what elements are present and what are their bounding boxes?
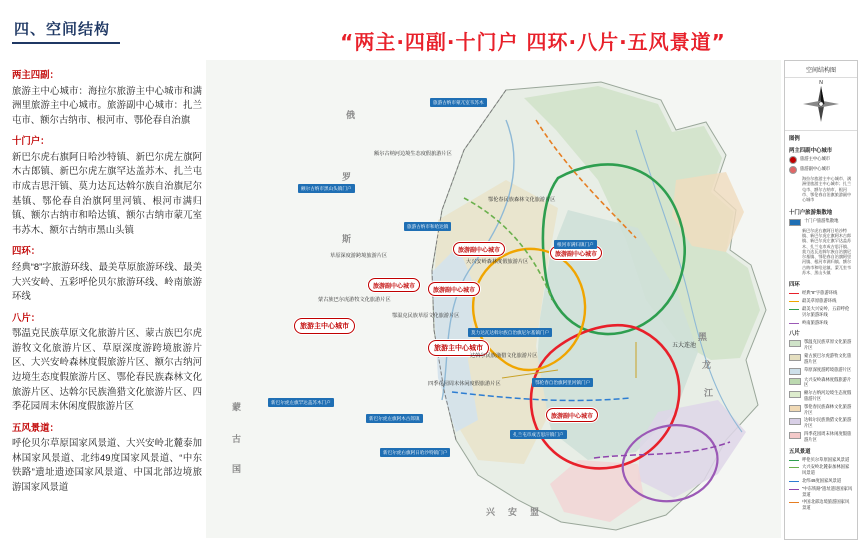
legend-row [785,366,857,376]
legend-label: 达斡尔民族渔猎文化旅游片区 [804,417,852,429]
map-label-heilongjiang-2: 龙 [702,360,716,370]
legend-row [785,305,857,319]
map-label-russia-2: 罗 [342,172,356,182]
map-label-xingan-1: 兴 [486,507,500,517]
legend-swatch-line-icon [789,293,799,294]
legend-swatch-line-icon [789,481,799,482]
legend-label: 四季花园周末休闲度假旅游片区 [804,430,852,442]
map-node-main-city-1[interactable]: 旅游主中心城市 [294,318,355,334]
legend-panel[interactable] [784,60,858,540]
map-gate-10[interactable]: 额尔古纳市黑山头镇门户 [298,184,355,193]
legend-label: 中国北部边境旅游国家风景道 [802,499,850,511]
legend-row [785,403,857,417]
legend-section-note-0: 海拉尔旅游主中心城市、满洲里旅游主中心城市；扎兰屯市、额尔古纳市、根河市、鄂伦春自治旗旅游副中心城市 [802,176,852,203]
map-panel[interactable] [206,60,781,538]
legend-swatch-dot-icon [789,156,797,164]
map-area-3: 大兴安岭森林度假旅游片区 [466,259,529,265]
map-gate-8[interactable]: 莫力达瓦达斡尔族自治旗尼尔基镇门户 [468,328,552,337]
map-node-sub-city-4[interactable]: 旅游副中心城市 [428,282,480,296]
legend-row [785,155,857,165]
text-block-heading: 两主四副： [12,69,59,80]
map-node-sub-city-1[interactable]: 旅游副中心城市 [453,242,505,256]
map-label-russia-1: 俄 [346,110,360,120]
map-area-8: 四季花园周末休闲度假旅游片区 [428,381,501,387]
legend-row [785,389,857,403]
map-label-mongolia-3: 国 [232,464,246,474]
map-area-9: 五大连池 [672,343,697,349]
map-gate-4[interactable]: 鄂伦春自治旗阿里河镇门户 [532,378,593,387]
map-graphic [206,60,781,538]
legend-swatch-box-icon [789,378,801,385]
legend-label: 岭南旅游环线 [802,319,828,325]
map-area-1: 额尔古纳河边境生态度假旅游片区 [374,151,452,157]
map-area-4: 草原深度游跨境旅游片区 [330,253,388,259]
map-label-xingan-2: 安 [508,507,522,517]
legend-row [785,376,857,390]
legend-label: 草原深度游跨境旅游片区 [804,366,852,372]
legend-row [785,485,857,499]
legend-swatch-box-icon [789,368,801,375]
text-block-1 [12,134,202,237]
legend-row [785,297,857,305]
legend-body [785,143,857,512]
legend-section-heading-0: 两主四副中心城市 [789,148,833,154]
map-label-heilongjiang-1: 黑 [698,332,712,342]
legend-panel-title: 空间结构图 [785,61,857,78]
map-gate-3[interactable]: 根河市满归镇门户 [554,240,597,249]
text-block-heading: 十门户： [12,135,50,147]
map-area-7: 达斡尔民族渔猎文化旅游片区 [470,353,538,359]
legend-label: “中东铁路”遗址遗迹国家风景道 [802,485,853,497]
text-block-body: 鄂温克民族草原文化旅游片区、蒙古族巴尔虎游牧文化旅游片区、草原深度游跨境旅游片区、大兴安岭森林度假旅游片区、额尔古纳河边境生态度假旅游片区、鄂伦春民族森林文化旅游片区、达斡尔民族渔猎文化旅游片区、四季花园周末休闲度假旅游片区 [12,327,202,412]
map-label-xingan-3: 盟 [530,507,544,517]
map-label-mongolia-2: 古 [232,434,246,444]
map-area-5: 蒙古族巴尔虎游牧文化旅游片区 [318,297,391,303]
legend-swatch-box-icon [789,391,801,398]
legend-title: 图例 [789,136,800,142]
text-block-body: 新巴尔虎右旗阿日哈沙特镇、新巴尔虎左旗阿木古郎镇、新巴尔虎左旗罕达盖苏木、扎兰屯市成吉思汗镇、莫力达瓦达斡尔族自治旗尼尔基镇、鄂伦春自治旗阿里河镇、根河市满归镇、额尔古纳市和哈达镇、额尔古纳市蒙兀室韦苏木、额尔古纳市黑山头镇 [12,150,202,235]
legend-label: 旅游副中心城市 [800,166,831,171]
legend-row [785,456,857,464]
map-gate-9[interactable]: 扎兰屯市成吉思汗镇门户 [510,430,567,439]
legend-label: 旅游主中心城市 [800,156,831,161]
compass-rose [785,78,857,131]
legend-section-heading-1: 十门户旅游集散地 [789,209,833,216]
text-block-4 [12,421,202,495]
legend-row [785,430,857,444]
map-gate-5[interactable]: 新巴尔虎左旗罕达盖苏木门户 [268,398,334,407]
map-gate-7[interactable]: 新巴尔虎右旗阿日哈沙特镇门户 [380,448,450,457]
legend-row [785,319,857,327]
text-block-body: 旅游主中心城市：海拉尔旅游主中心城市和满洲里旅游主中心城市。旅游副中心城市：扎兰屯市、额尔古纳市、根河市、鄂伦春自治旗 [12,84,202,125]
legend-label: 北纬49度国家风景道 [802,477,842,483]
map-gate-1[interactable]: 旅游古纳市蒙兀室韦苏木 [430,98,487,107]
text-block-heading: 四环： [12,245,41,257]
legend-section-heading-4: 五风景道 [789,448,811,455]
legend-swatch-line-icon [789,502,799,503]
legend-swatch-line-icon [789,323,799,324]
legend-swatch-line-icon [789,301,799,302]
map-label-russia-3: 斯 [342,234,356,244]
legend-swatch-line-icon [789,467,799,468]
legend-swatch-line-icon [789,489,799,490]
text-block-body: 呼伦贝尔草原国家风景道、大兴安岭北麓泰加林国家风景道、北纬49度国家风景道、“中东铁路”遗址遗迹国家风景道、中国北部边境旅游国家风景道 [12,437,202,493]
legend-label: 蒙古族巴尔虎游牧文化旅游片区 [804,352,852,364]
legend-label: 鄂温克民族草原文化旅游片区 [804,339,852,351]
legend-swatch-line-icon [789,309,799,310]
legend-section-heading-2: 四环 [789,282,800,289]
legend-row [785,498,857,512]
legend-swatch-line-icon [789,460,799,461]
legend-label: 大兴安岭森林度假旅游片区 [804,376,852,388]
legend-row [785,165,857,175]
legend-label: 呼伦贝尔草原国家风景道 [802,456,850,462]
map-node-sub-city-2[interactable]: 旅游副中心城市 [550,246,602,260]
legend-label: 十门户旅游集散地 [804,217,839,223]
svg-text:N: N [819,80,823,86]
text-block-body: 经典“8”字旅游环线、最美草原旅游环线、最美大兴安岭、五彩呼伦贝尔旅游环线、岭南旅游环线 [12,260,202,302]
legend-label: 鄂伦春民族森林文化旅游片区 [804,403,852,415]
legend-swatch-box-icon [789,354,801,361]
map-area-2: 鄂伦春民族森林文化旅游片区 [488,197,556,203]
legend-swatch-dot-icon [789,166,797,174]
map-label-heilongjiang-3: 江 [704,388,718,398]
text-block-heading: 五风景道： [12,421,59,433]
map-gate-6[interactable]: 新巴尔虎左旗阿木古郎镇 [366,414,423,423]
legend-label: 经典“8”字旅游环线 [802,290,838,296]
map-node-sub-city-5[interactable]: 旅游副中心城市 [546,408,598,422]
map-node-sub-city-3[interactable]: 旅游副中心城市 [368,278,420,292]
text-block-3 [12,311,202,414]
legend-section-heading-3: 八片 [789,331,800,338]
legend-label: 最美草原旅游环线 [802,298,837,304]
legend-row [785,217,857,227]
text-block-heading: 八片： [12,311,41,323]
legend-row [785,289,857,297]
legend-row [785,463,857,477]
legend-row [785,352,857,366]
map-label-mongolia-1: 蒙 [232,402,246,412]
page-title: 四、空间结构 [14,21,111,38]
legend-row [785,338,857,352]
legend-section-note-1: 新巴尔虎右旗阿日哈沙特镇、新巴尔虎左旗阿木古郎镇、新巴尔虎左旗罕达盖苏木、扎兰屯市成吉思汗镇、莫力达瓦达斡尔族自治旗尼尔基镇、鄂伦春自治旗阿里河镇、根河市满归镇、额尔古纳市和哈达镇、蒙兀室韦苏木、黑山头镇 [802,227,852,276]
text-block-0 [12,68,202,127]
legend-swatch-box-icon [789,340,801,347]
title-underline [12,42,120,44]
slogan-text: “两主·四副·十门户 四环·八片·五风景道” [340,30,726,54]
text-block-2 [12,244,202,303]
legend-row [785,416,857,430]
legend-swatch-box-icon [789,219,801,226]
legend-row [785,477,857,485]
legend-swatch-box-icon [789,405,801,412]
left-text-column [12,68,202,502]
map-node-main-city-2[interactable]: 旅游主中心城市 [428,340,489,356]
legend-swatch-box-icon [789,418,801,425]
legend-label: 最美大兴安岭、五彩呼伦贝尔旅游环线 [802,305,850,317]
map-gate-2[interactable]: 旅游古纳市和哈达镇 [404,222,451,231]
map-area-6: 鄂温克民族草原文化旅游片区 [392,313,460,319]
legend-label: 额尔古纳河边境生态度假旅游片区 [804,390,852,401]
legend-label: 大兴安岭北麓泰加林国家风景道 [802,464,850,476]
legend-swatch-box-icon [789,432,801,439]
